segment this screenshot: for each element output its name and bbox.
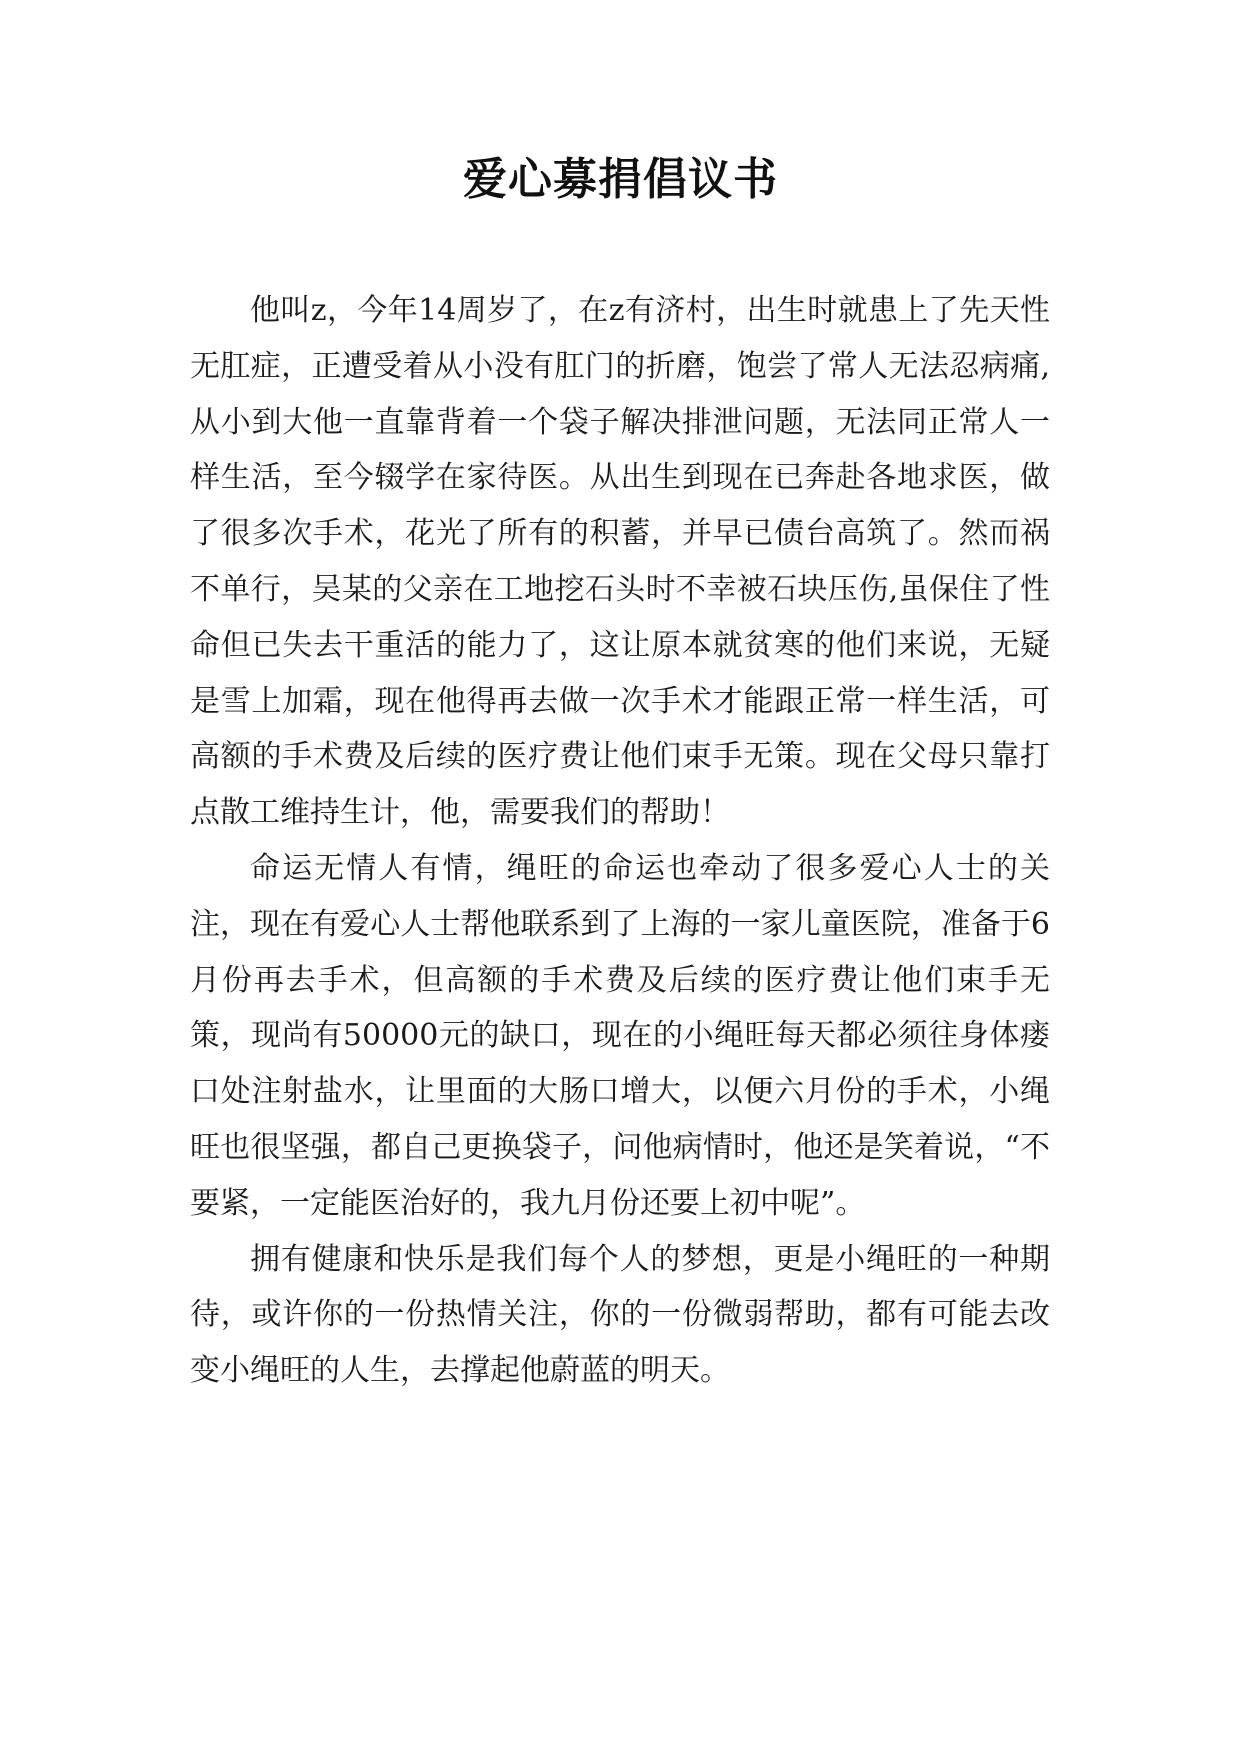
- document-title: 爱心募捐倡议书: [463, 154, 778, 205]
- paragraph-2: 命运无情人有情，绳旺的命运也牵动了很多爱心人士的关注，现在有爱心人士帮他联系到了上海的一家儿童医院，准备于6月份再去手术，但高额的手术费及后续的医疗费让他们束手无策，现尚有50000元的缺口，现在的小绳旺每天都必须往身体瘘口处注射盐水，让里面的大肠口增大，以便六月份的手术，小绳旺也很坚强，都自己更换袋子，问他病情时，他还是笑着说，“不要紧，一定能医治好的，我九月份还要上初中呢”。: [190, 850, 1050, 1221]
- paragraph-1: 他叫z，今年14周岁了，在z有济村，出生时就患上了先天性无肛症，正遭受着从小没有肛门的折磨，饱尝了常人无法忍病痛,从小到大他一直靠背着一个袋子解决排泄问题，无法同正常人一样生活，至今辍学在家待医。从出生到现在已奔赴各地求医，做了很多次手术，花光了所有的积蓄，并早已债台高筑了。然而祸不单行，吴某的父亲在工地挖石头时不幸被石块压伤,虽保住了性命但已失去干重活的能力了，这让原本就贫寒的他们来说，无疑是雪上加霜，现在他得再去做一次手术才能跟正常一样生活，可高额的手术费及后续的医疗费让他们束手无策。现在父母只靠打点散工维持生计，他，需要我们的帮助！: [190, 293, 1050, 831]
- paragraph-3: 拥有健康和快乐是我们每个人的梦想，更是小绳旺的一种期待，或许你的一份热情关注，你的一份微弱帮助，都有可能去改变小绳旺的人生，去撑起他蔚蓝的明天。: [190, 1241, 1050, 1389]
- document-body: [190, 283, 1050, 1399]
